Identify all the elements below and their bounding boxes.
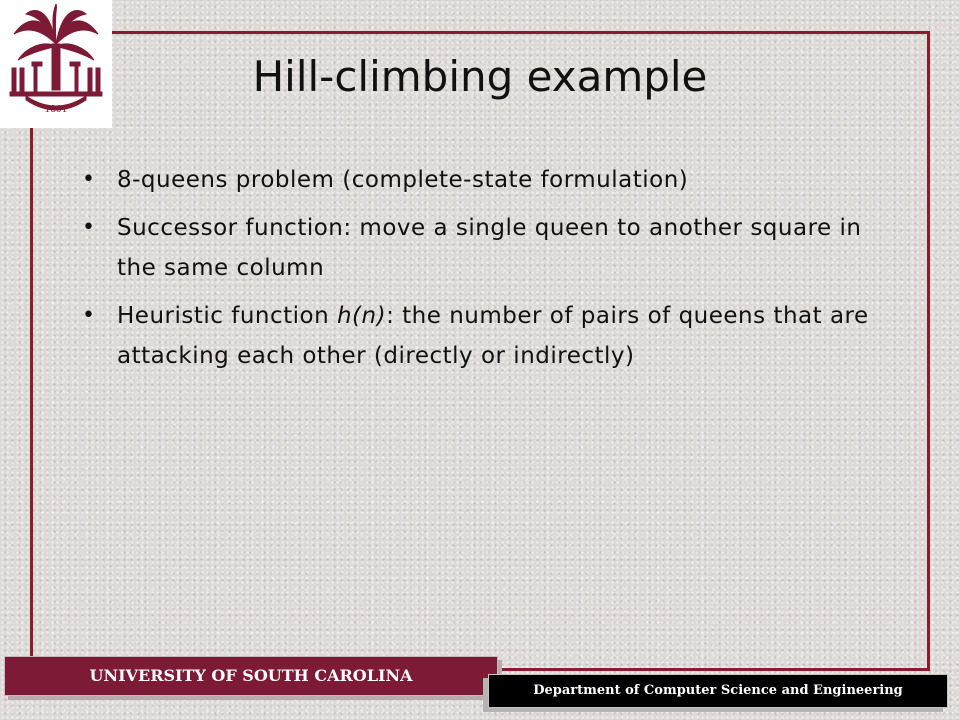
slide-title: Hill-climbing example [252, 52, 708, 101]
bullet-text: Successor function: move a single queen to another square in the same column [117, 215, 862, 281]
bullet-text: 8-queens problem (complete-state formulation) [117, 167, 689, 193]
bullet-marker: • [82, 303, 96, 328]
bullet-text: : the number of pairs of queens that are attacking each other (directly or indirectly) [117, 303, 869, 369]
bullet-text: Heuristic function [117, 303, 337, 329]
bullet-list [82, 160, 882, 384]
bullet-text: h(n) [336, 303, 387, 329]
bullet-item [82, 296, 882, 376]
bullet-item [82, 160, 882, 200]
department-banner: Department of Computer Science and Engineering [488, 674, 948, 708]
bullet-marker: • [82, 167, 96, 192]
svg-text:1801: 1801 [44, 105, 68, 115]
university-banner: UNIVERSITY OF SOUTH CAROLINA [4, 656, 498, 696]
bullet-marker: • [82, 215, 96, 240]
bullet-item [82, 208, 882, 288]
